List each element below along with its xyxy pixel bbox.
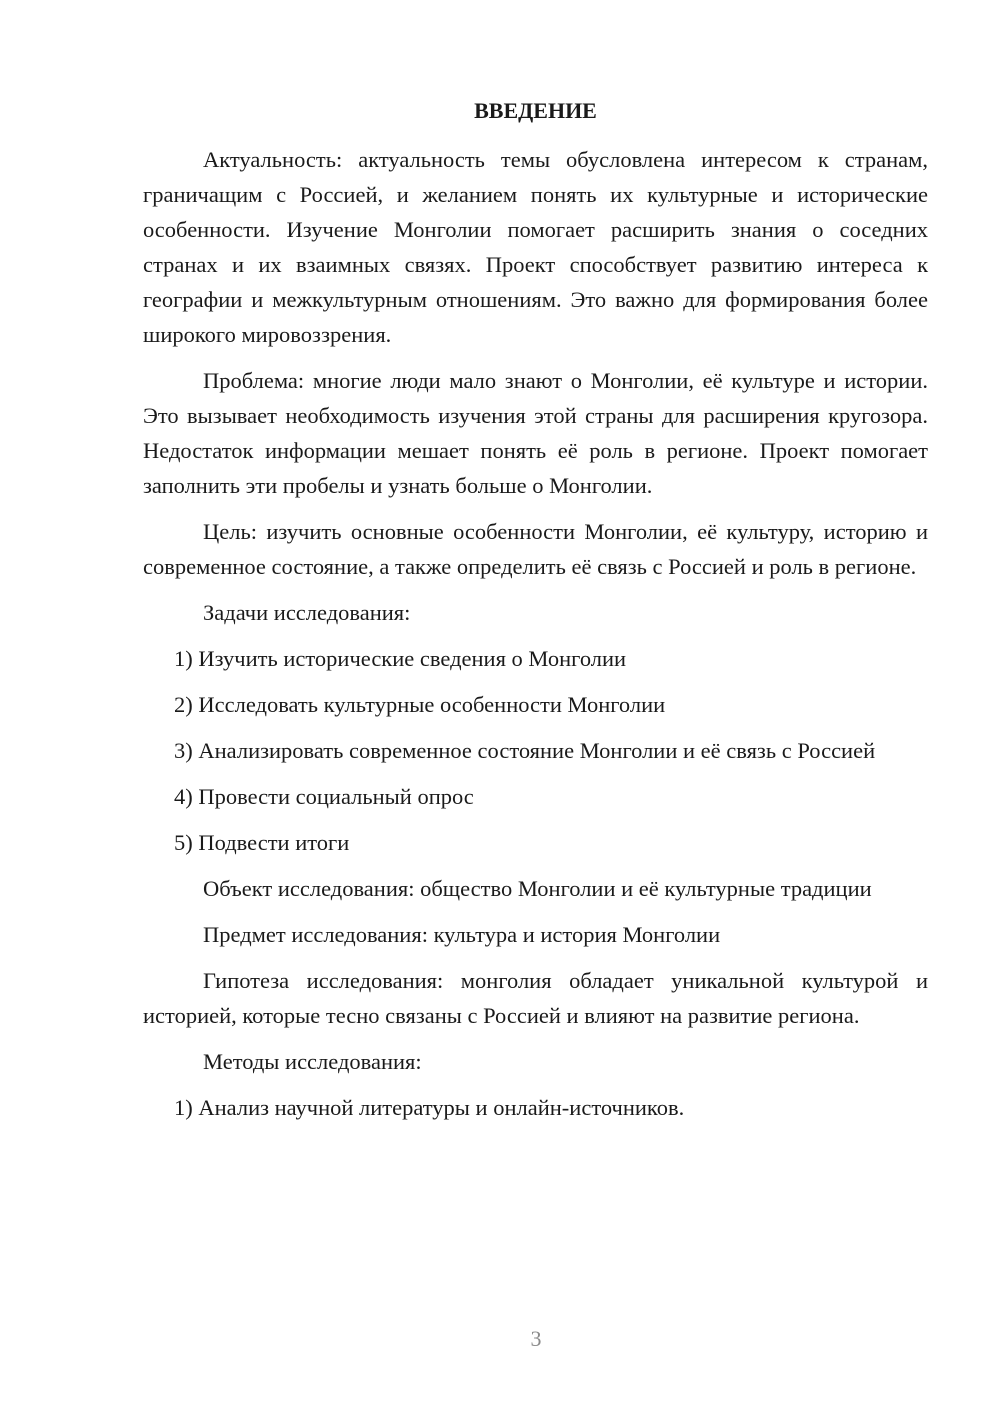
page-content xyxy=(143,93,928,1136)
page-title: ВВЕДЕНИЕ xyxy=(474,98,597,123)
hypothesis-paragraph: Гипотеза исследования: монголия обладает уникальной культурой и историей, которые тесно связаны с Россией и влияют на развитие региона. xyxy=(143,968,928,1028)
page-number: 3 xyxy=(530,1326,542,1351)
task-item: 1) Изучить исторические сведения о Монголии xyxy=(174,646,627,671)
task-item: 4) Провести социальный опрос xyxy=(174,784,474,809)
problem-paragraph: Проблема: многие люди мало знают о Монголии, её культуре и истории. Это вызывает необходимость изучения этой страны для расширения кругозора. Недостаток информации мешает понять её роль в регионе. Проект помогает заполнить эти пробелы и узнать больше о Монголии. xyxy=(143,368,928,498)
relevance-paragraph: Актуальность: актуальность темы обусловлена интересом к странам, граничащим с Россией, и желанием понять их культурные и исторические особенности. Изучение Монголии помогает расширить знания о соседних странах и их взаимных связях. Проект способствует развитию интереса к географии и межкультурным отношениям. Это важно для формирования более широкого мировоззрения. xyxy=(143,147,928,347)
methods-heading: Методы исследования: xyxy=(203,1049,422,1074)
task-item: 3) Анализировать современное состояние Монголии и её связь с Россией xyxy=(174,738,876,763)
method-item: 1) Анализ научной литературы и онлайн-источников. xyxy=(174,1095,685,1120)
task-item: 2) Исследовать культурные особенности Монголии xyxy=(174,692,666,717)
object-paragraph: Объект исследования: общество Монголии и её культурные традиции xyxy=(203,876,872,901)
task-item: 5) Подвести итоги xyxy=(174,830,350,855)
goal-paragraph: Цель: изучить основные особенности Монголии, её культуру, историю и современное состояние, а также определить её связь с Россией и роль в регионе. xyxy=(143,519,928,579)
tasks-heading: Задачи исследования: xyxy=(203,600,411,625)
subject-paragraph: Предмет исследования: культура и история Монголии xyxy=(203,922,721,947)
